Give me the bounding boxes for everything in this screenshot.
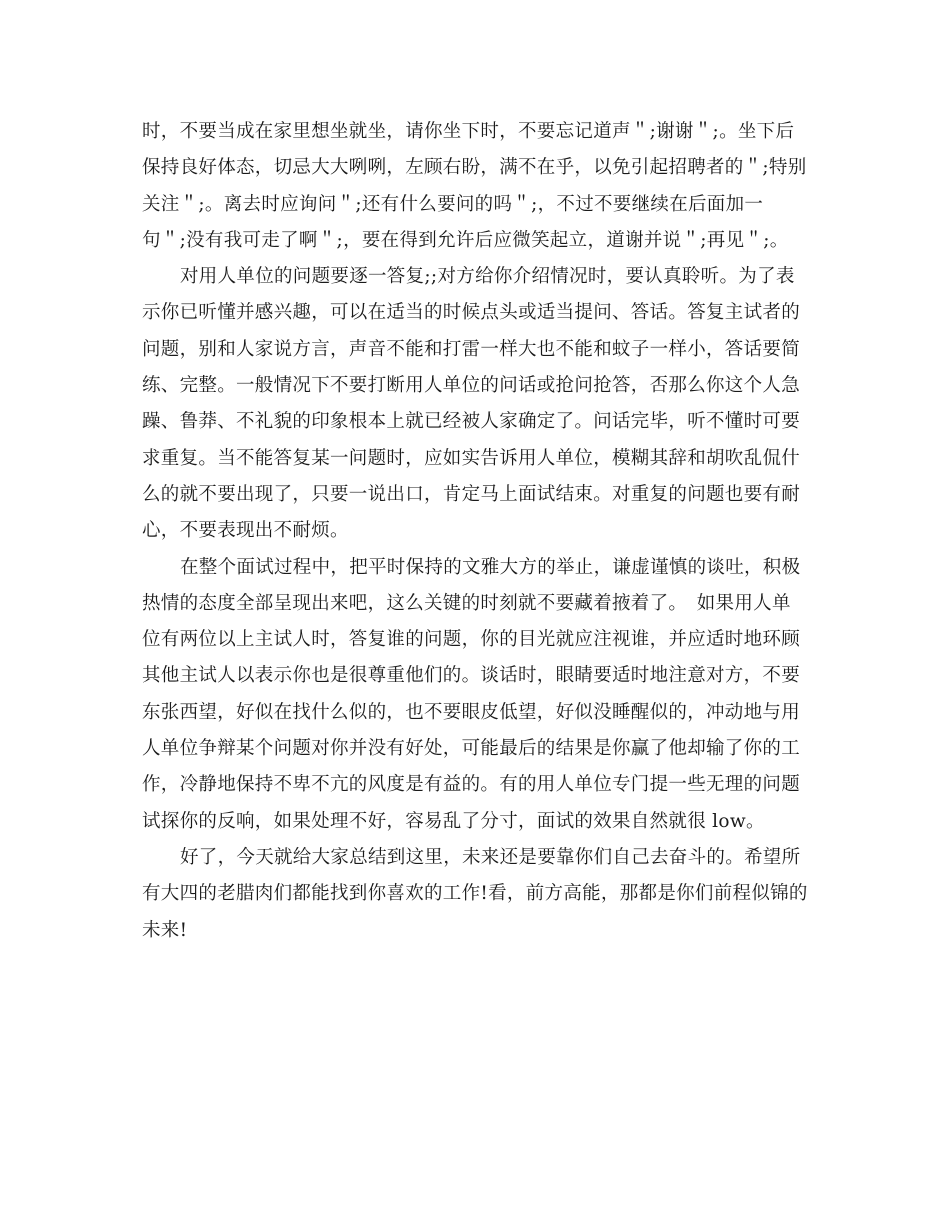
text-line: 东张西望，好似在找什么似的，也不要眼皮低望，好似没睡醒似的，冲动地与用 xyxy=(142,701,801,723)
text-line: 句＂;没有我可走了啊＂;，要在得到允许后应微笑起立，道谢并说＂;再见＂;。 xyxy=(142,229,789,251)
text-line: 其他主试人以表示你也是很尊重他们的。谈话时，眼睛要适时地注意对方，不要 xyxy=(142,665,801,687)
text-line: 心，不要表现出不耐烦。 xyxy=(142,520,349,542)
text-line: 位有两位以上主试人时，答复谁的问题，你的目光就应注视谁，并应适时地环顾 xyxy=(142,629,801,651)
text-line: 好了，今天就给大家总结到这里，未来还是要靠你们自己去奋斗的。希望所 xyxy=(180,846,801,868)
text-line: 有大四的老腊肉们都能找到你喜欢的工作!看，前方高能，那都是你们前程似锦的 xyxy=(142,883,808,905)
text-line: 求重复。当不能答复某一问题时，应如实告诉用人单位，模糊其辞和胡吹乱侃什 xyxy=(142,447,801,469)
document-body xyxy=(142,114,808,949)
text-line: 在整个面试过程中，把平时保持的文雅大方的举止，谦虚谨慎的谈吐，积极 xyxy=(180,556,801,578)
text-line: 未来! xyxy=(142,919,188,941)
text-line: 时，不要当成在家里想坐就坐，请你坐下时，不要忘记道声＂;谢谢＂;。坐下后 xyxy=(142,121,795,142)
paragraph-3 xyxy=(142,550,808,840)
text-line: 躁、鲁莽、不礼貌的印象根本上就已经被人家确定了。问话完毕，听不懂时可要 xyxy=(142,411,801,433)
text-line: 问题，别和人家说方言，声音不能和打雷一样大也不能和蚊子一样小，答话要简 xyxy=(142,338,801,360)
text-line: 试探你的反响，如果处理不好，容易乱了分寸，面试的效果自然就很 low。 xyxy=(142,810,765,832)
paragraph-2 xyxy=(142,259,808,549)
text-line: 热情的态度全部呈现出来吧，这么关键的时刻就不要藏着掖着了。 如果用人单 xyxy=(142,592,791,614)
text-line: 保持良好体态，切忌大大咧咧，左顾右盼，满不在乎，以免引起招聘者的＂;特别 xyxy=(142,157,807,179)
text-line: 示你已听懂并感兴趣，可以在适当的时候点头或适当提问、答话。答复主试者的 xyxy=(142,302,801,324)
text-line: 人单位争辩某个问题对你并没有好处，可能最后的结果是你赢了他却输了你的工 xyxy=(142,738,801,760)
text-line: 么的就不要出现了，只要一说出口，肯定马上面试结束。对重复的问题也要有耐 xyxy=(142,483,801,505)
paragraph-1 xyxy=(142,114,808,259)
text-line: 关注＂;。离去时应询问＂;还有什么要问的吗＂;，不过不要继续在后面加一 xyxy=(142,193,764,215)
paragraph-4 xyxy=(142,840,808,949)
text-line: 对用人单位的问题要逐一答复;;对方给你介绍情况时，要认真聆听。为了表 xyxy=(180,266,795,288)
text-line: 作，冷静地保持不卑不亢的风度是有益的。有的用人单位专门提一些无理的问题 xyxy=(142,774,801,796)
text-line: 练、完整。一般情况下不要打断用人单位的问话或抢问抢答，否那么你这个人急 xyxy=(142,375,801,397)
